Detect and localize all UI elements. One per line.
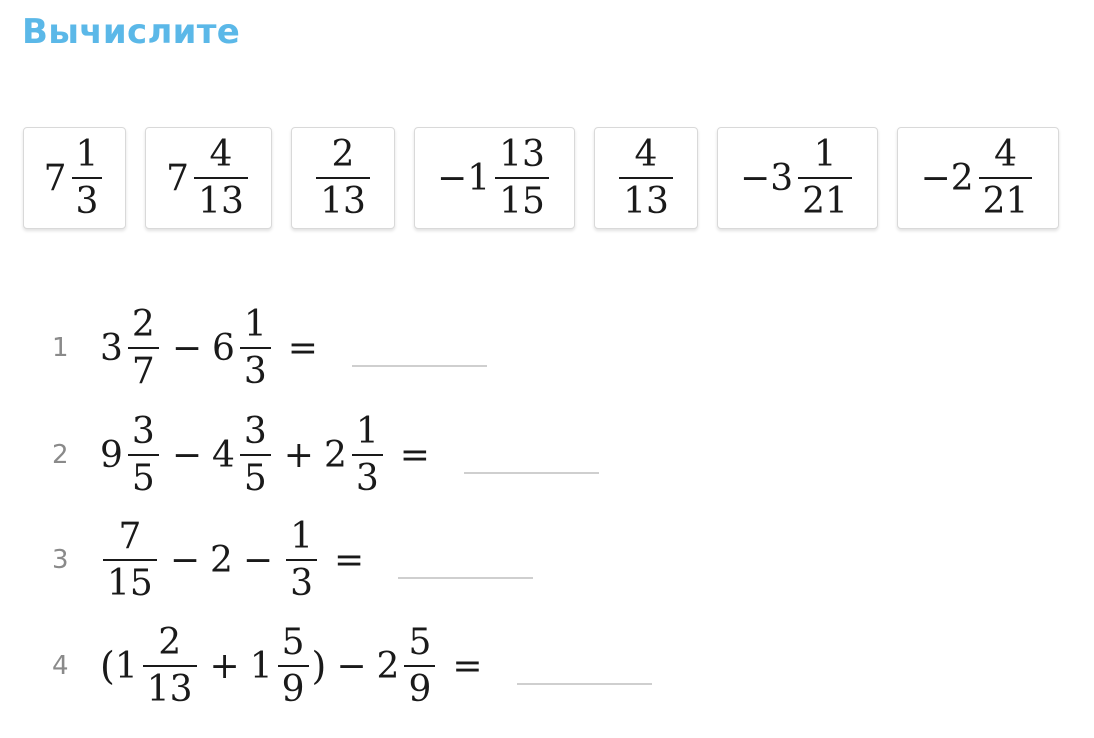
fraction [316, 133, 370, 222]
whole-part: 2 [323, 434, 347, 476]
fraction [240, 303, 271, 392]
fraction [143, 621, 197, 710]
mixed-number [313, 133, 373, 222]
fraction [619, 133, 673, 222]
denominator: 3 [243, 350, 267, 392]
answer-drop-slot[interactable] [352, 365, 487, 367]
mixed-number [211, 410, 274, 499]
equals-sign: = [452, 645, 483, 687]
mixed-number [616, 133, 676, 222]
fraction-bar [194, 177, 248, 179]
fraction-bar [72, 177, 103, 179]
denominator: 13 [198, 180, 244, 222]
denominator: 5 [131, 457, 155, 499]
expression [100, 621, 652, 710]
mixed-number [283, 515, 320, 604]
fraction-bar [103, 559, 157, 561]
fraction [286, 515, 317, 604]
fraction-bar [240, 347, 271, 349]
fraction-bar [128, 454, 159, 456]
expression [100, 303, 487, 392]
fraction [352, 410, 383, 499]
problem-row [0, 296, 900, 400]
numerator: 1 [75, 133, 99, 175]
numerator: 1 [290, 515, 313, 557]
mixed-number [114, 621, 200, 710]
mixed-number [920, 133, 1036, 222]
mixed-number [323, 410, 386, 499]
equals-sign: = [287, 327, 318, 369]
parenthesis: ( [100, 644, 115, 688]
fraction-bar [128, 347, 159, 349]
numerator: 3 [243, 410, 267, 452]
answer-drop-slot[interactable] [517, 683, 652, 685]
fraction-bar [798, 177, 852, 179]
problem-number: 3 [52, 545, 69, 575]
fraction [240, 410, 271, 499]
mixed-number [249, 621, 312, 710]
problem-number: 2 [52, 440, 69, 470]
numerator: 4 [994, 133, 1017, 175]
numerator: 5 [408, 621, 432, 663]
denominator: 5 [243, 457, 267, 499]
mixed-number [437, 133, 552, 222]
denominator: 13 [320, 180, 366, 222]
equals-sign: = [333, 539, 365, 581]
denominator: 15 [107, 562, 153, 604]
fraction-bar [352, 454, 383, 456]
whole-part: −1 [437, 157, 491, 199]
mixed-number [166, 133, 251, 222]
fraction [103, 515, 157, 604]
numerator: 1 [355, 410, 379, 452]
whole-part: 1 [114, 645, 138, 687]
fraction-bar [495, 177, 549, 179]
numerator: 2 [131, 303, 155, 345]
operator: − [169, 539, 200, 581]
numerator: 1 [243, 303, 267, 345]
fraction [128, 410, 159, 499]
fraction-bar [143, 665, 197, 667]
answer-option-card[interactable] [717, 127, 878, 229]
whole-part: 6 [211, 327, 235, 369]
whole-part: 4 [211, 434, 235, 476]
whole-part: −2 [920, 157, 974, 199]
fraction-bar [619, 177, 673, 179]
answer-option-card[interactable] [594, 127, 698, 229]
mixed-number [100, 410, 162, 499]
numerator: 13 [499, 133, 545, 175]
numerator: 7 [118, 515, 142, 557]
answer-option-card[interactable] [897, 127, 1059, 229]
answer-drop-slot[interactable] [398, 577, 533, 579]
operator: − [171, 434, 202, 476]
fraction [404, 621, 435, 710]
numerator: 4 [209, 133, 233, 175]
fraction [979, 133, 1033, 222]
operator: − [242, 539, 274, 581]
fraction [278, 621, 309, 710]
mixed-number [740, 133, 855, 222]
answer-option-card[interactable] [23, 127, 126, 229]
expression [100, 515, 533, 604]
denominator: 9 [281, 668, 305, 710]
denominator: 21 [982, 180, 1029, 222]
denominator: 7 [131, 350, 155, 392]
equals-sign: = [399, 434, 430, 476]
denominator: 13 [146, 668, 193, 710]
fraction [495, 133, 549, 222]
fraction-bar [404, 665, 435, 667]
answer-option-card[interactable] [291, 127, 395, 229]
answer-option-card[interactable] [414, 127, 575, 229]
fraction-bar [979, 177, 1033, 179]
answer-drop-slot[interactable] [464, 472, 599, 474]
denominator: 3 [75, 180, 99, 222]
page-title: Вычислите [22, 12, 241, 52]
mixed-number [100, 515, 160, 604]
fraction-bar [240, 454, 271, 456]
whole-part: 1 [249, 645, 273, 687]
fraction-bar [316, 177, 370, 179]
answer-options [23, 127, 1059, 229]
problem-row [0, 614, 900, 718]
denominator: 3 [355, 457, 379, 499]
whole-part: 3 [100, 327, 123, 369]
mixed-number [376, 621, 439, 710]
numerator: 3 [131, 410, 155, 452]
denominator: 13 [623, 180, 669, 222]
numerator: 2 [331, 133, 355, 175]
fraction-bar [286, 559, 317, 561]
numerator: 1 [813, 133, 837, 175]
fraction-bar [278, 665, 309, 667]
denominator: 3 [290, 562, 313, 604]
whole-part: 9 [100, 434, 123, 476]
denominator: 9 [408, 668, 432, 710]
fraction [194, 133, 248, 222]
problem-row [0, 508, 900, 612]
fraction [128, 303, 159, 392]
problem-number: 4 [52, 651, 69, 681]
problem-row [0, 403, 900, 507]
problem-number: 1 [52, 333, 69, 363]
whole-part: 7 [166, 157, 190, 199]
whole-part: 2 [376, 645, 400, 687]
mixed-number [43, 133, 106, 222]
mixed-number [211, 303, 274, 392]
operator: + [283, 434, 314, 476]
numerator: 5 [281, 621, 305, 663]
operator: + [209, 645, 240, 687]
fraction [72, 133, 103, 222]
whole-part: −3 [740, 157, 794, 199]
denominator: 21 [802, 180, 848, 222]
operator: − [336, 645, 367, 687]
denominator: 15 [499, 180, 545, 222]
expression [100, 410, 599, 499]
mixed-number [100, 303, 162, 392]
fraction [798, 133, 852, 222]
numerator: 2 [158, 621, 182, 663]
operator: − [171, 327, 202, 369]
answer-option-card[interactable] [145, 127, 272, 229]
parenthesis: ) [311, 644, 327, 688]
numerator: 4 [634, 133, 658, 175]
whole-part: 7 [43, 157, 67, 199]
integer-term: 2 [209, 539, 233, 581]
